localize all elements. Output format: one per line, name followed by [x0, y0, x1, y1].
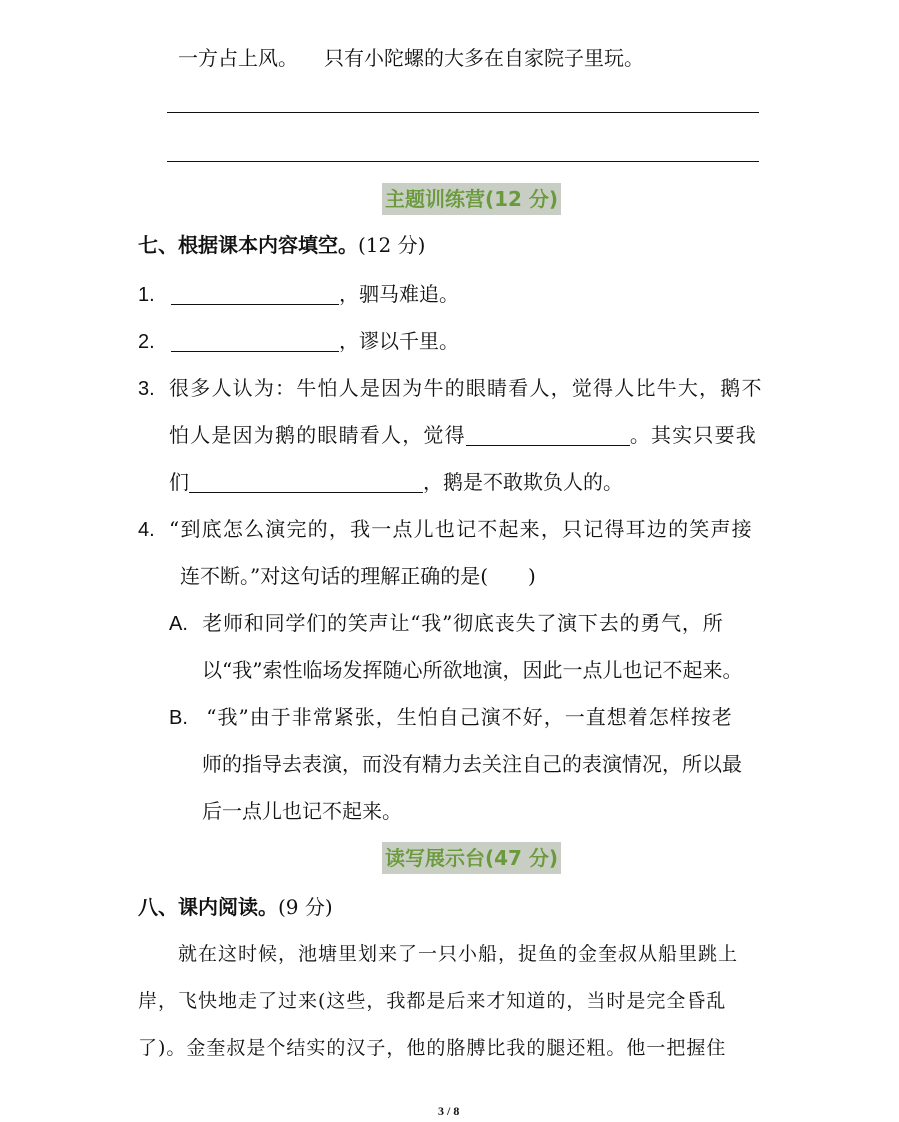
option-label: B. — [169, 707, 188, 729]
item-text: ，驷马难追。 — [339, 282, 460, 306]
fill-blank[interactable] — [189, 472, 423, 493]
passage-line: 岸，飞快地走了过来(这些，我都是后来才知道的，当时是完全昏乱 — [138, 990, 727, 1012]
item-text: ，鹅是不敢欺负人的。 — [423, 470, 623, 494]
passage-line: 就在这时候，池塘里划来了一只小船，捉鱼的金奎叔从船里跳上 — [178, 943, 739, 965]
question-7-item-4-line-1 — [138, 515, 753, 544]
item-text: “到底怎么演完的，我一点儿也记不起来，只记得耳边的笑声接 — [169, 517, 753, 541]
question-7-item-4-line-2 — [180, 562, 536, 590]
answer-line-text — [178, 44, 644, 72]
question-score: (9 分) — [278, 895, 333, 919]
page-number: 3 / 8 — [438, 1104, 460, 1118]
option-text: “我”由于非常紧张，生怕自己演不好，一直想着怎样按老 — [206, 705, 733, 729]
item-text: 们 — [169, 470, 189, 494]
fill-blank[interactable] — [171, 331, 339, 352]
fill-blank[interactable] — [171, 284, 339, 305]
option-b-line-1[interactable] — [169, 703, 733, 732]
passage-line: 了)。金奎叔是个结实的汉子，他的胳膊比我的腿还粗。他一把握住 — [138, 1037, 727, 1059]
item-text: ，谬以千里。 — [339, 329, 460, 353]
item-text: 。其实只要我 — [629, 423, 758, 447]
item-number: 4. — [138, 519, 155, 541]
option-b-line-2 — [202, 750, 742, 778]
item-text: 连不断。”对这句话的理解正确的是( ) — [180, 564, 536, 588]
text-part: 只有小陀螺的大多在自家院子里玩。 — [324, 46, 644, 70]
text-part: 一方占上风。 — [178, 46, 298, 70]
section-heading: 主题训练营(12 分) — [382, 183, 561, 215]
question-7-item-3-line-1 — [138, 374, 763, 403]
item-number: 1. — [138, 284, 155, 306]
option-a-line-2 — [202, 656, 742, 684]
section-heading: 读写展示台(47 分) — [382, 842, 561, 874]
item-number: 2. — [138, 331, 155, 353]
option-text: 老师和同学们的笑声让“我”彻底丧失了演下去的勇气，所 — [202, 611, 724, 635]
question-7-item-3-line-2 — [169, 421, 757, 449]
option-a-line-1[interactable] — [169, 609, 724, 638]
question-7-title — [138, 231, 425, 259]
option-label: A. — [169, 613, 188, 635]
item-number: 3. — [138, 378, 155, 400]
question-title: 八、课内阅读。 — [138, 895, 278, 919]
question-8-title — [138, 893, 333, 921]
fill-blank[interactable] — [466, 425, 630, 446]
question-title: 七、根据课本内容填空。 — [138, 233, 358, 257]
question-7-item-1 — [138, 280, 459, 309]
option-b-line-3 — [202, 797, 402, 825]
option-text: 后一点儿也记不起来。 — [202, 799, 402, 823]
answer-rule-1 — [167, 112, 759, 113]
question-score: (12 分) — [358, 233, 426, 257]
item-text: 很多人认为：牛怕人是因为牛的眼睛看人，觉得人比牛大，鹅不 — [169, 376, 763, 400]
answer-rule-2 — [167, 161, 759, 162]
item-text: 怕人是因为鹅的眼睛看人，觉得 — [169, 423, 466, 447]
option-text: 以“我”索性临场发挥随心所欲地演，因此一点儿也记不起来。 — [202, 658, 743, 682]
question-7-item-3-line-3 — [169, 468, 623, 496]
option-text: 师的指导去表演，而没有精力去关注自己的表演情况，所以最 — [202, 752, 742, 776]
question-7-item-2 — [138, 327, 459, 356]
